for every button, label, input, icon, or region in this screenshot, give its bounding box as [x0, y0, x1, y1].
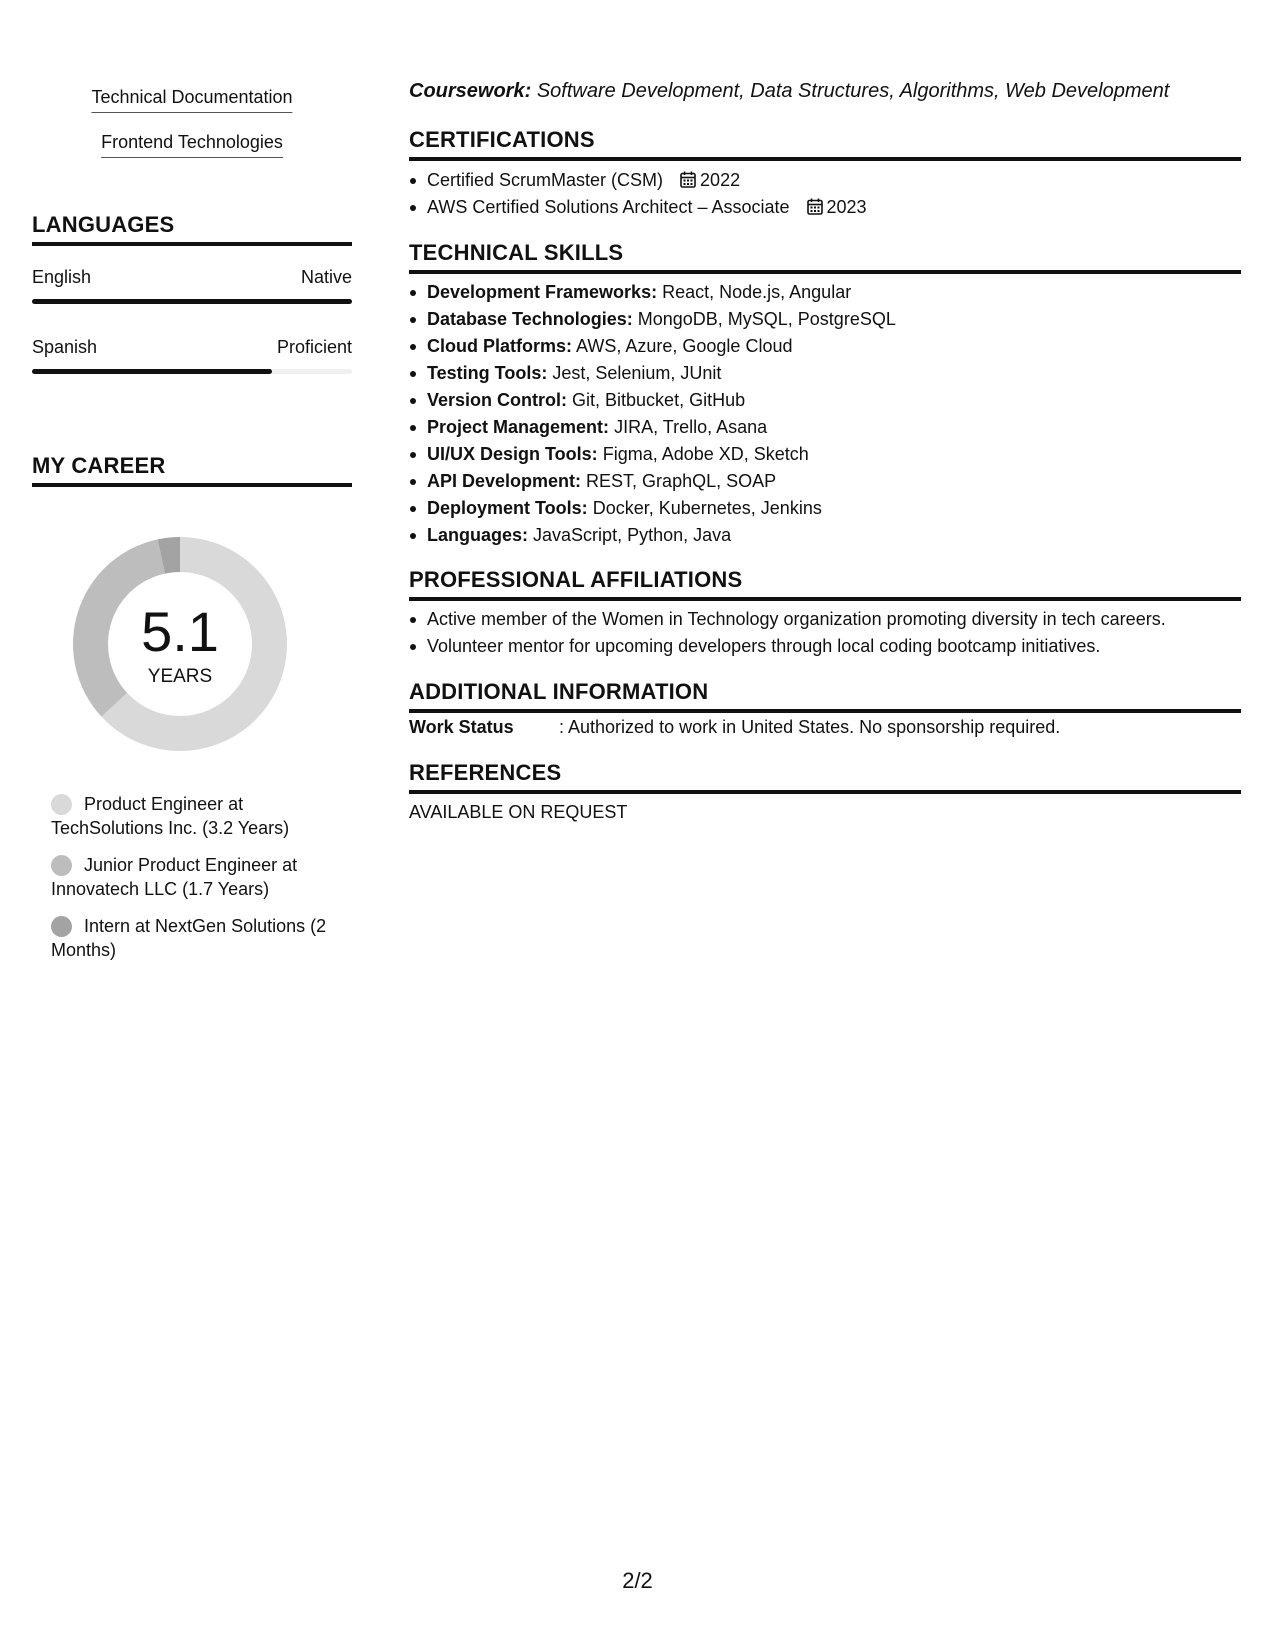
certifications-heading: CERTIFICATIONS [409, 127, 1241, 161]
affiliations-heading: PROFESSIONAL AFFILIATIONS [409, 567, 1241, 601]
skill-tag: Frontend Technologies [101, 132, 283, 158]
career-legend [51, 792, 341, 975]
skill-values: AWS, Azure, Google Cloud [576, 336, 793, 356]
skill-category: Deployment Tools: [427, 498, 588, 518]
language-bar [32, 299, 352, 304]
certification-year: 2023 [826, 197, 867, 217]
legend-dot [51, 916, 72, 937]
skill-values: JIRA, Trello, Asana [614, 417, 768, 437]
language-bar-fill [32, 369, 272, 374]
skill-values: Figma, Adobe XD, Sketch [602, 444, 809, 464]
certifications-list [409, 167, 1241, 221]
skill-values: MongoDB, MySQL, PostgreSQL [637, 309, 896, 329]
language-name: English [32, 267, 92, 287]
skill-values: Docker, Kubernetes, Jenkins [592, 498, 822, 518]
career-legend-item [51, 792, 341, 840]
references-text: AVAILABLE ON REQUEST [409, 802, 628, 822]
skill-category: Version Control: [427, 390, 568, 410]
calendar-icon [807, 198, 823, 215]
skill-values: React, Node.js, Angular [662, 282, 852, 302]
skill-item [409, 522, 1241, 549]
skill-category: Database Technologies: [427, 309, 633, 329]
language-level: Proficient [276, 337, 352, 357]
skill-item [409, 279, 1241, 306]
certification-item [409, 167, 1241, 194]
skill-category: API Development: [427, 471, 582, 491]
languages-heading: LANGUAGES [32, 212, 352, 246]
legend-dot [51, 794, 72, 815]
skill-category: Cloud Platforms: [427, 336, 573, 356]
skill-category: Languages: [427, 525, 529, 545]
skill-values: JavaScript, Python, Java [533, 525, 732, 545]
coursework-label: Coursework: [409, 80, 532, 102]
affiliations-list [409, 606, 1241, 660]
certification-name: Certified ScrumMaster (CSM) [427, 170, 664, 190]
skill-category: Testing Tools: [427, 363, 548, 383]
affiliation-item: Volunteer mentor for upcoming developers through local coding bootcamp initiatives. [409, 633, 1241, 660]
career-total-unit: YEARS [147, 666, 213, 687]
career-legend-item [51, 914, 341, 962]
language-level: Native [300, 267, 352, 287]
skill-category: UI/UX Design Tools: [427, 444, 598, 464]
page-number: 2/2 [622, 1568, 653, 1593]
technical-skills-heading: TECHNICAL SKILLS [409, 240, 1241, 274]
skill-item [409, 360, 1241, 387]
skill-item [409, 387, 1241, 414]
language-bar [32, 369, 352, 374]
additional-info-heading: ADDITIONAL INFORMATION [409, 679, 1241, 713]
calendar-icon [680, 171, 696, 188]
career-legend-label: Junior Product Engineer at Innovatech LLC (1.7 Years) [51, 855, 298, 899]
affiliation-item: Active member of the Women in Technology organization promoting diversity in tech careers. [409, 606, 1241, 633]
skill-item [409, 306, 1241, 333]
skill-tag: Technical Documentation [91, 87, 292, 113]
coursework-line [409, 80, 1169, 103]
skill-item [409, 414, 1241, 441]
work-status-label: Work Status [409, 717, 514, 737]
skill-item [409, 468, 1241, 495]
career-total-value: 5.1 [141, 600, 219, 663]
career-heading: MY CAREER [32, 453, 352, 487]
certification-year: 2022 [700, 170, 741, 190]
technical-skills-list [409, 279, 1241, 549]
work-status-value: : Authorized to work in United States. No sponsorship required. [559, 717, 1061, 737]
references-heading: REFERENCES [409, 760, 1241, 794]
certification-item [409, 194, 1241, 221]
skill-category: Project Management: [427, 417, 610, 437]
certification-name: AWS Certified Solutions Architect – Associate [427, 197, 790, 217]
skill-values: REST, GraphQL, SOAP [586, 471, 777, 491]
work-status-row [409, 717, 1060, 738]
skill-category: Development Frameworks: [427, 282, 658, 302]
career-legend-label: Intern at NextGen Solutions (2 Months) [51, 916, 327, 960]
coursework-value: Software Development, Data Structures, Algorithms, Web Development [536, 80, 1170, 102]
legend-dot [51, 855, 72, 876]
skill-values: Git, Bitbucket, GitHub [572, 390, 746, 410]
skill-values: Jest, Selenium, JUnit [552, 363, 722, 383]
language-bar-fill [32, 299, 352, 304]
skill-item [409, 333, 1241, 360]
career-legend-label: Product Engineer at TechSolutions Inc. (3.2 Years) [51, 794, 290, 838]
language-name: Spanish [32, 337, 98, 357]
career-donut [66, 530, 294, 758]
career-legend-item [51, 853, 341, 901]
skill-item [409, 441, 1241, 468]
skill-item [409, 495, 1241, 522]
